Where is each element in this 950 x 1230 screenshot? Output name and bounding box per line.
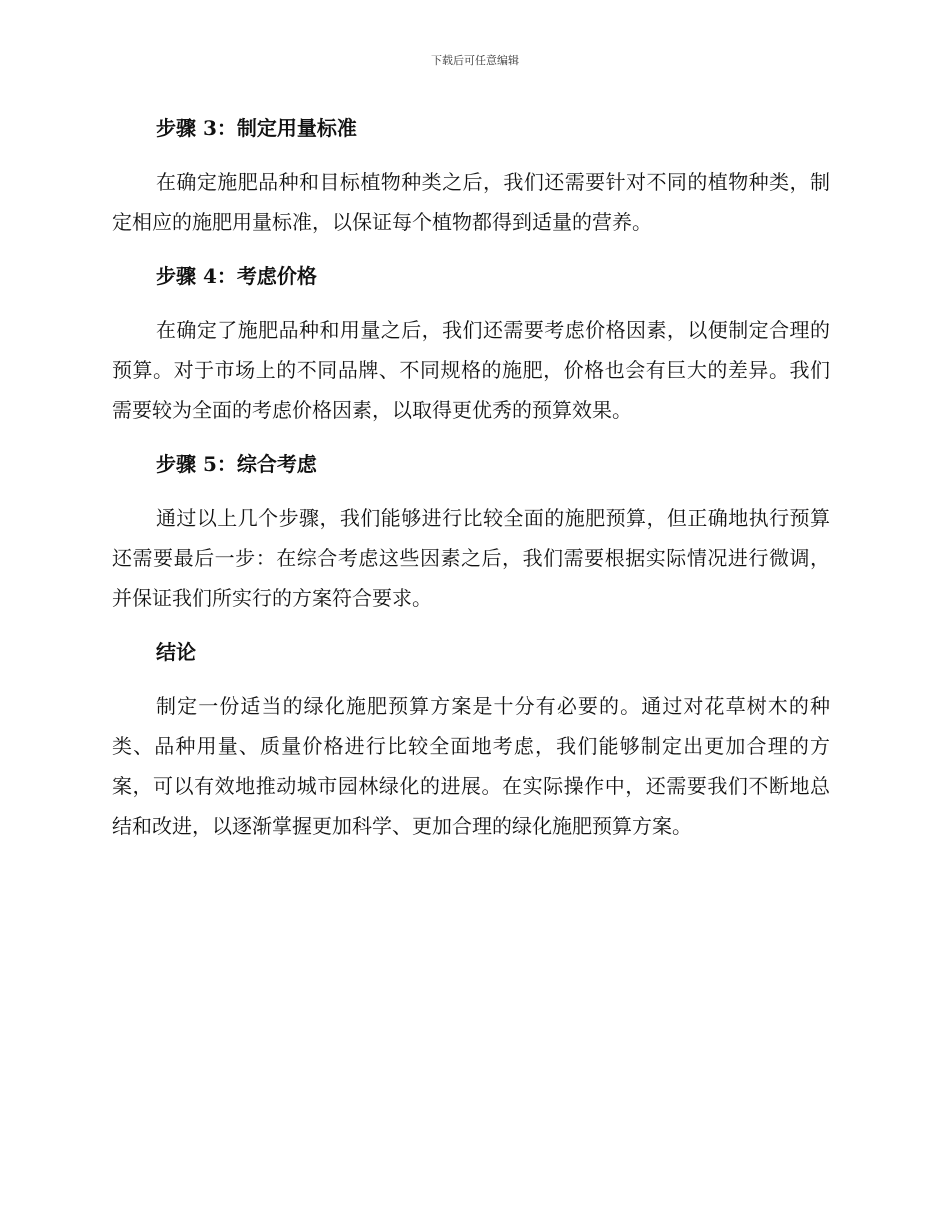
section-heading-step-4: 步骤 4：考虑价格: [156, 264, 317, 288]
section-heading-step-5: 步骤 5：综合考虑: [156, 452, 317, 476]
section-paragraph-step-4: 在确定了施肥品种和用量之后，我们还需要考虑价格因素，以便制定合理的预算。对于市场上的不同品牌、不同规格的施肥，价格也会有巨大的差异。我们需要较为全面的考虑价格因素，以取得更优秀的预算效果。: [112, 318, 830, 422]
page-header: 下载后可任意编辑: [431, 54, 519, 67]
section-heading-conclusion: 结论: [156, 640, 196, 664]
section-paragraph-conclusion: 制定一份适当的绿化施肥预算方案是十分有必要的。通过对花草树木的种类、品种用量、质量价格进行比较全面地考虑，我们能够制定出更加合理的方案，可以有效地推动城市园林绿化的进展。在实际操作中，还需要我们不断地总结和改进，以逐渐掌握更加科学、更加合理的绿化施肥预算方案。: [112, 694, 830, 838]
document-body: [112, 109, 830, 846]
section-paragraph-step-3: 在确定施肥品种和目标植物种类之后，我们还需要针对不同的植物种类，制定相应的施肥用量标准，以保证每个植物都得到适量的营养。: [112, 170, 830, 234]
section-paragraph-step-5: 通过以上几个步骤，我们能够进行比较全面的施肥预算，但正确地执行预算还需要最后一步：在综合考虑这些因素之后，我们需要根据实际情况进行微调，并保证我们所实行的方案符合要求。: [112, 506, 830, 610]
section-heading-step-3: 步骤 3：制定用量标准: [156, 116, 357, 140]
